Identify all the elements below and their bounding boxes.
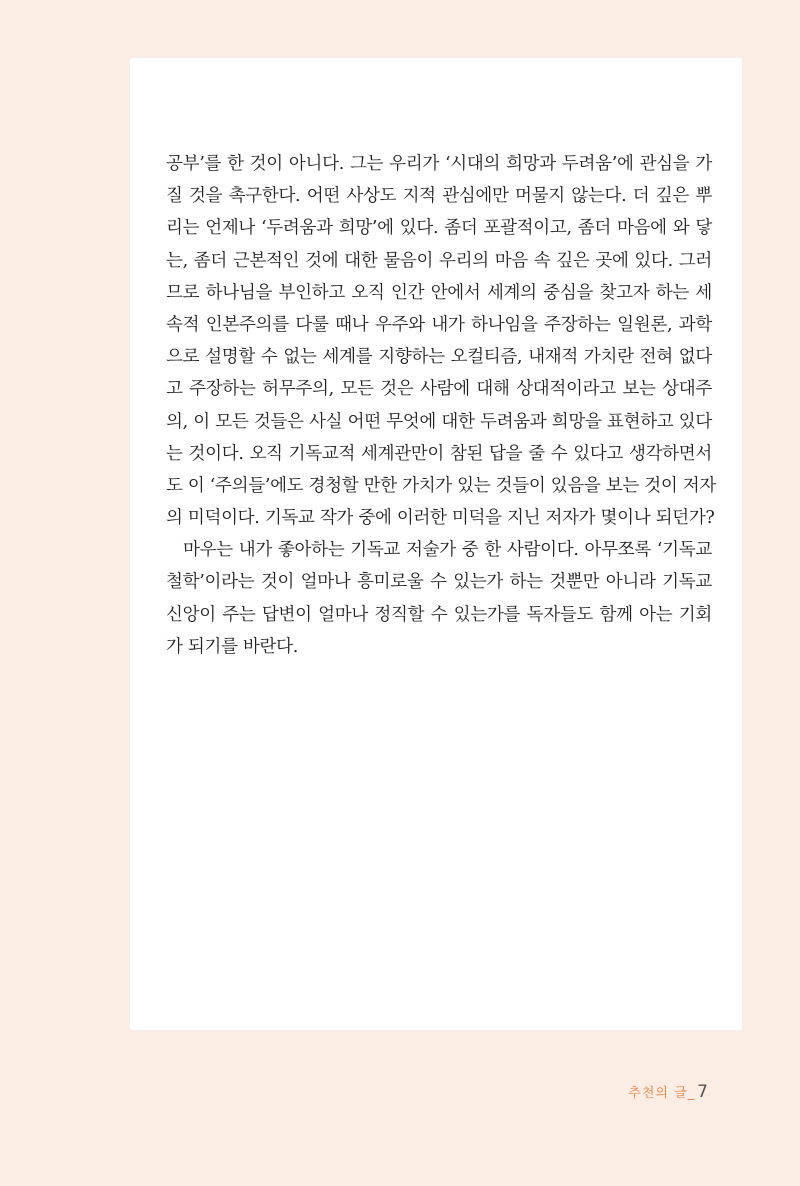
text-line: 므로 하나님을 부인하고 오직 인간 안에서 세계의 중심을 찾고자 하는 세 <box>166 282 712 303</box>
footer-separator: _ <box>687 1086 695 1101</box>
text-line: 가 되기를 바란다. <box>166 636 299 657</box>
page-footer <box>628 1082 708 1102</box>
text-line: 질 것을 촉구한다. 어떤 사상도 지적 관심에만 머물지 않는다. 더 깊은 뿌 <box>166 186 712 207</box>
text-line: 공부’를 한 것이 아니다. 그는 우리가 ‘시대의 희망과 두려움’에 관심을 가 <box>166 154 712 174</box>
text-line: 으로 설명할 수 없는 세계를 지향하는 오컬티즘, 내재적 가치란 전혀 없다 <box>166 347 712 368</box>
section-label: 추천의 글 <box>628 1086 688 1101</box>
text-line: 는 것이다. 오직 기독교적 세계관만이 참된 답을 줄 수 있다고 생각하면서 <box>166 443 712 464</box>
text-line: 마우는 내가 좋아하는 기독교 저술가 중 한 사람이다. 아무쪼록 ‘기독교 <box>183 540 712 561</box>
text-line: 의, 이 모든 것들은 사실 어떤 무엇에 대한 두려움과 희망을 표현하고 있다 <box>166 411 712 432</box>
text-line: 신앙이 주는 답변이 얼마나 정직할 수 있는가를 독자들도 함께 아는 기회 <box>166 604 712 625</box>
text-line: 도 이 ‘주의들’에도 경청할 만한 가치가 있는 것들이 있음을 보는 것이 저자 <box>166 475 716 496</box>
text-line: 고 주장하는 허무주의, 모든 것은 사람에 대해 상대적이라고 보는 상대주 <box>166 379 712 400</box>
text-line: 의 미덕이다. 기독교 작가 중에 이러한 미덕을 지닌 저자가 몇이나 되던가? <box>166 508 715 529</box>
page-number: 7 <box>697 1082 708 1102</box>
body-text <box>166 148 716 663</box>
page-sheet <box>130 58 742 1030</box>
text-line: 는, 좀더 근본적인 것에 대한 물음이 우리의 마음 속 깊은 곳에 있다. 그러 <box>166 250 712 271</box>
text-line: 속적 인본주의를 다룰 때나 우주와 내가 하나임을 주장하는 일원론, 과학 <box>166 314 712 335</box>
text-line: 철학’이라는 것이 얼마나 흥미로울 수 있는가 하는 것뿐만 아니라 기독교 <box>166 572 712 593</box>
text-line: 리는 언제나 ‘두려움과 희망’에 있다. 좀더 포괄적이고, 좀더 마음에 와 닿 <box>166 218 712 239</box>
